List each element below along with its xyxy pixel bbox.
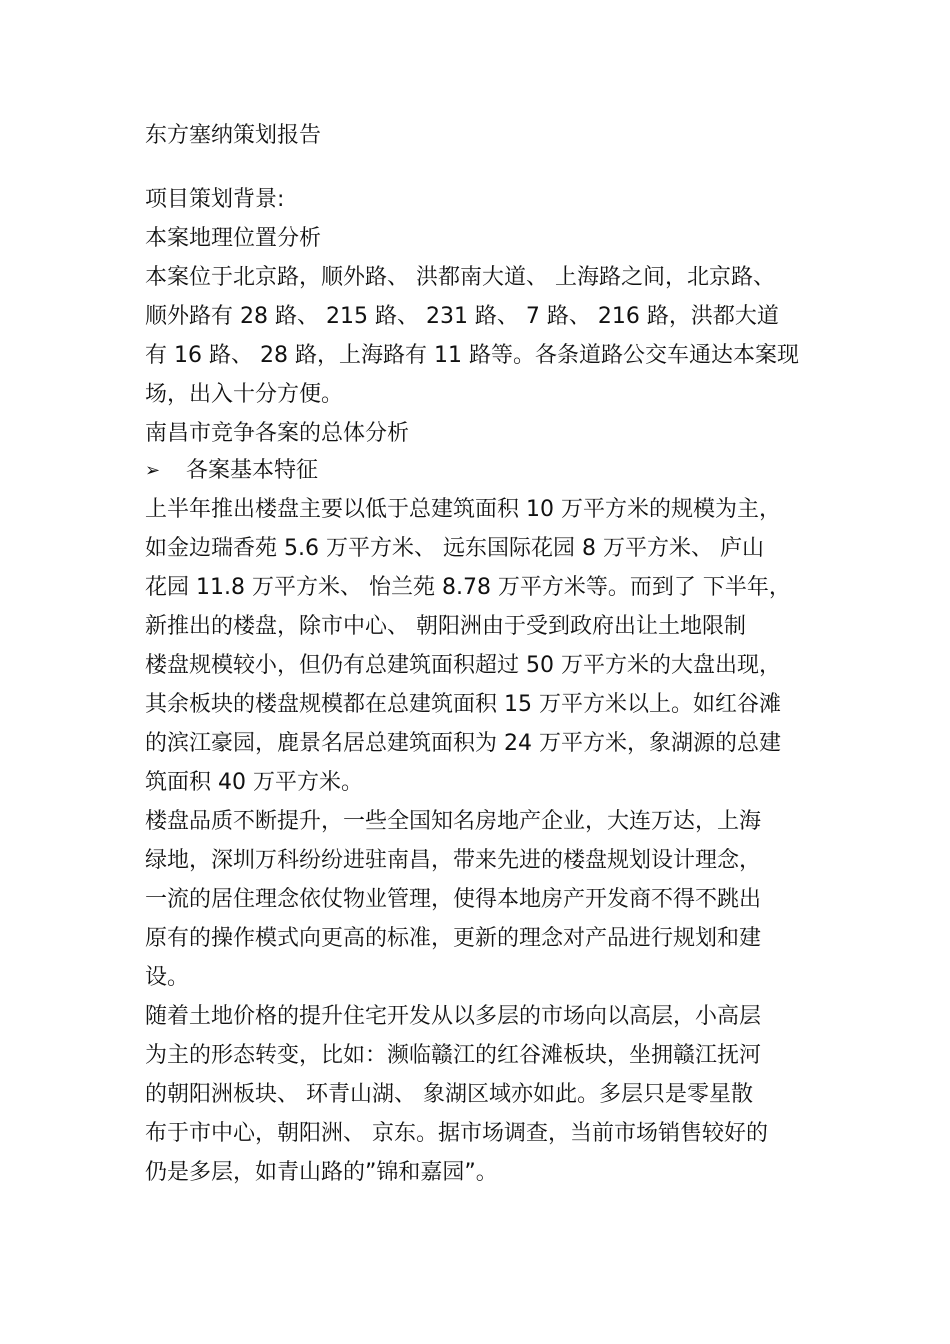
paragraph-line: 为主的形态转变，比如：濒临赣江的红谷滩板块，坐拥赣江抚河: [145, 1043, 762, 1068]
paragraph-line: 如金边瑞香苑 5.6 万平方米、 远东国际花园 8 万平方米、 庐山: [145, 536, 764, 561]
paragraph-line: 楼盘品质不断提升，一些全国知名房地产企业，大连万达，上海: [145, 809, 762, 834]
paragraph-line: 一流的居住理念依仗物业管理，使得本地房产开发商不得不跳出: [145, 887, 762, 912]
paragraph-line: 的滨江豪园，鹿景名居总建筑面积为 24 万平方米，象湖源的总建: [145, 731, 781, 756]
paragraph-line: 筑面积 40 万平方米。: [145, 770, 363, 795]
paragraph-line: 场，出入十分方便。: [145, 382, 344, 407]
paragraph-line: 原有的操作模式向更高的标准，更新的理念对产品进行规划和建: [145, 926, 762, 951]
arrow-bullet-icon: ➢: [145, 460, 161, 481]
paragraph-line: 新推出的楼盘，除市中心、 朝阳洲由于受到政府出让土地限制: [145, 614, 746, 639]
section-heading-location: 本案地理位置分析: [145, 226, 322, 251]
document-title: 东方塞纳策划报告: [145, 123, 322, 148]
section-heading-background: 项目策划背景:: [145, 187, 285, 212]
paragraph-line: 仍是多层，如青山路的”锦和嘉园”。: [145, 1160, 498, 1185]
paragraph-line: 其余板块的楼盘规模都在总建筑面积 15 万平方米以上。如红谷滩: [145, 692, 781, 717]
paragraph-line: 绿地，深圳万科纷纷进驻南昌，带来先进的楼盘规划设计理念，: [145, 848, 762, 873]
paragraph-line: 有 16 路、 28 路，上海路有 11 路等。各条道路公交车通达本案现: [145, 343, 799, 368]
paragraph-line: 上半年推出楼盘主要以低于总建筑面积 10 万平方米的规模为主，: [145, 497, 781, 522]
paragraph-line: 的朝阳洲板块、 环青山湖、 象湖区域亦如此。多层只是零星散: [145, 1082, 753, 1107]
paragraph-line: 布于市中心，朝阳洲、 京东。据市场调查，当前市场销售较好的: [145, 1121, 768, 1146]
paragraph-line: 楼盘规模较小，但仍有总建筑面积超过 50 万平方米的大盘出现，: [145, 653, 781, 678]
paragraph-line: 顺外路有 28 路、 215 路、 231 路、 7 路、 216 路，洪都大道: [145, 304, 779, 329]
paragraph-line: 本案位于北京路，顺外路、 洪都南大道、 上海路之间，北京路、: [145, 265, 775, 290]
paragraph-line: 随着土地价格的提升住宅开发从以多层的市场向以高层，小高层: [145, 1004, 762, 1029]
section-heading-competition: 南昌市竞争各案的总体分析: [145, 421, 410, 446]
paragraph-line: 花园 11.8 万平方米、 怡兰苑 8.78 万平方米等。而到了 下半年，: [145, 575, 791, 600]
bullet-heading: 各案基本特征: [186, 458, 319, 483]
paragraph-line: 设。: [145, 965, 190, 990]
